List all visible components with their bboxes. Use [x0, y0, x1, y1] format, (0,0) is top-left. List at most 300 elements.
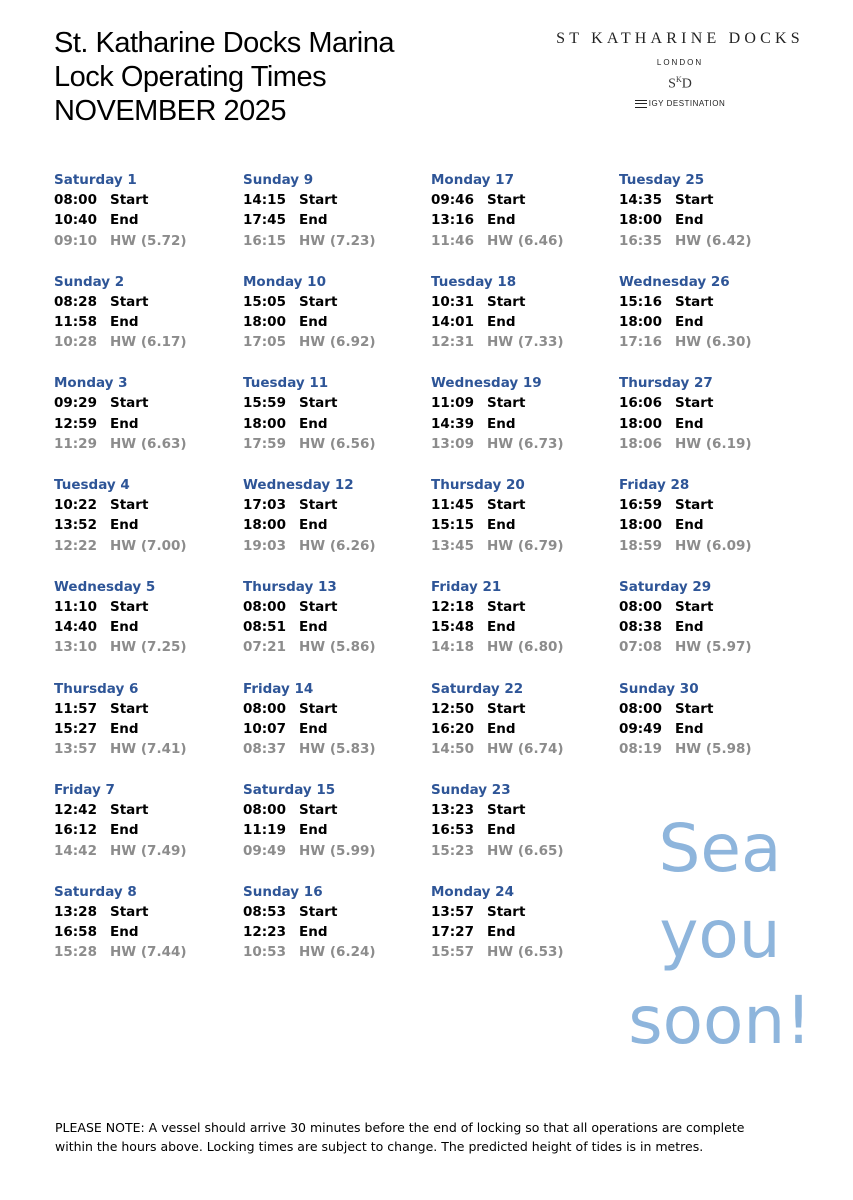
- end-label: End: [299, 924, 328, 941]
- day-name: Thursday 20: [431, 477, 525, 494]
- day-name: Tuesday 11: [243, 375, 329, 392]
- lock-end-row: [54, 515, 234, 535]
- start-time: 11:45: [431, 497, 474, 514]
- lock-end-row: [619, 210, 799, 230]
- start-label: Start: [487, 497, 526, 514]
- high-water-row: [243, 739, 423, 759]
- lock-end-row: [54, 922, 234, 942]
- high-water-row: [54, 434, 234, 454]
- end-time: 11:58: [54, 313, 97, 330]
- lock-start-row: [243, 699, 423, 719]
- end-time: 14:01: [431, 313, 474, 330]
- high-water-time: 11:46: [431, 232, 474, 249]
- end-label: End: [110, 415, 139, 432]
- end-time: 15:27: [54, 720, 97, 737]
- end-label: End: [675, 313, 704, 330]
- high-water-time: 12:22: [54, 537, 97, 554]
- end-time: 16:58: [54, 924, 97, 941]
- high-water-height: HW (6.56): [299, 435, 376, 452]
- day-block: [431, 882, 611, 963]
- lock-end-row: [619, 312, 799, 332]
- end-time: 18:00: [619, 313, 662, 330]
- high-water-row: [243, 942, 423, 962]
- high-water-row: [243, 536, 423, 556]
- lock-end-row: [243, 515, 423, 535]
- high-water-time: 10:53: [243, 944, 286, 961]
- lock-end-row: [431, 922, 611, 942]
- start-label: Start: [487, 192, 526, 208]
- high-water-height: HW (5.86): [299, 639, 376, 656]
- high-water-row: [619, 434, 799, 454]
- high-water-time: 11:29: [54, 435, 97, 452]
- day-block: [243, 272, 423, 353]
- start-label: Start: [299, 395, 338, 412]
- lock-start-row: [243, 800, 423, 820]
- high-water-time: 15:28: [54, 944, 97, 961]
- high-water-row: [243, 332, 423, 352]
- high-water-height: HW (5.72): [110, 232, 187, 249]
- end-time: 10:40: [54, 212, 97, 229]
- day-block: [54, 679, 234, 760]
- lock-start-row: [431, 495, 611, 515]
- lock-end-row: [54, 210, 234, 230]
- start-time: 11:57: [54, 700, 97, 717]
- start-label: Start: [110, 192, 149, 208]
- start-label: Start: [487, 700, 526, 717]
- sea-line-1: Sea: [658, 810, 782, 887]
- lock-start-row: [243, 495, 423, 515]
- day-name: Saturday 15: [243, 782, 336, 799]
- start-label: Start: [299, 497, 338, 514]
- lock-end-row: [243, 414, 423, 434]
- day-name: Monday 24: [431, 883, 514, 900]
- lock-end-row: [619, 617, 799, 637]
- high-water-height: HW (6.92): [299, 334, 376, 351]
- start-label: Start: [675, 293, 714, 310]
- day-name: Sunday 16: [243, 883, 323, 900]
- lock-start-row: [243, 292, 423, 312]
- end-time: 16:20: [431, 720, 474, 737]
- high-water-row: [431, 231, 611, 251]
- end-label: End: [487, 720, 516, 737]
- end-time: 15:48: [431, 619, 474, 636]
- start-time: 09:29: [54, 395, 97, 412]
- high-water-height: HW (6.63): [110, 435, 187, 452]
- day-name: Thursday 6: [54, 680, 139, 697]
- high-water-height: HW (7.44): [110, 944, 187, 961]
- high-water-time: 07:21: [243, 639, 286, 656]
- day-block: [619, 475, 799, 556]
- end-label: End: [487, 415, 516, 432]
- footer-note: PLEASE NOTE: A vessel should arrive 30 minutes before the end of locking so that all operations are complete within the hours above. Locking times are subject to change. The predicted height of tides is in metres.: [55, 1120, 745, 1154]
- high-water-height: HW (5.83): [299, 741, 376, 758]
- high-water-row: [243, 841, 423, 861]
- day-name: Wednesday 12: [243, 477, 354, 494]
- high-water-height: HW (6.73): [487, 435, 564, 452]
- day-block: [243, 882, 423, 963]
- day-block: [243, 475, 423, 556]
- start-time: 13:28: [54, 903, 97, 920]
- start-label: Start: [487, 903, 526, 920]
- start-time: 08:00: [243, 700, 286, 717]
- start-time: 08:00: [619, 598, 662, 615]
- lock-end-row: [619, 515, 799, 535]
- high-water-height: HW (6.09): [675, 537, 752, 554]
- day-block: [619, 679, 799, 760]
- high-water-time: 17:16: [619, 334, 662, 351]
- day-block: [619, 577, 799, 658]
- start-time: 12:42: [54, 802, 97, 819]
- lock-end-row: [619, 719, 799, 739]
- high-water-height: HW (7.25): [110, 639, 187, 656]
- high-water-row: [619, 536, 799, 556]
- high-water-time: 07:08: [619, 639, 662, 656]
- end-label: End: [487, 212, 516, 229]
- day-block: [54, 272, 234, 353]
- start-label: Start: [299, 903, 338, 920]
- high-water-row: [619, 637, 799, 657]
- end-time: 14:39: [431, 415, 474, 432]
- day-block: [619, 170, 799, 251]
- high-water-row: [54, 332, 234, 352]
- start-label: Start: [299, 802, 338, 819]
- sea-line-3: soon!: [628, 982, 812, 1059]
- end-time: 08:38: [619, 619, 662, 636]
- day-block: [54, 373, 234, 454]
- lock-start-row: [54, 393, 234, 413]
- end-time: 13:52: [54, 517, 97, 534]
- start-time: 10:31: [431, 293, 474, 310]
- start-time: 15:16: [619, 293, 662, 310]
- lock-start-row: [619, 292, 799, 312]
- end-label: End: [299, 619, 328, 636]
- end-label: End: [110, 924, 139, 941]
- lock-end-row: [243, 820, 423, 840]
- start-label: Start: [675, 395, 714, 412]
- day-name: Saturday 22: [431, 680, 524, 697]
- lock-end-row: [619, 414, 799, 434]
- high-water-time: 15:57: [431, 944, 474, 961]
- end-label: End: [487, 924, 516, 941]
- high-water-row: [54, 536, 234, 556]
- start-label: Start: [487, 395, 526, 412]
- lock-start-row: [431, 393, 611, 413]
- high-water-height: HW (7.00): [110, 537, 187, 554]
- high-water-height: HW (6.65): [487, 842, 564, 859]
- high-water-time: 09:49: [243, 842, 286, 859]
- end-label: End: [299, 517, 328, 534]
- high-water-time: 13:45: [431, 537, 474, 554]
- start-label: Start: [299, 192, 338, 208]
- lock-end-row: [431, 820, 611, 840]
- end-time: 13:16: [431, 212, 474, 229]
- end-time: 18:00: [243, 415, 286, 432]
- end-label: End: [675, 619, 704, 636]
- start-label: Start: [675, 192, 714, 208]
- lock-end-row: [431, 515, 611, 535]
- high-water-time: 14:50: [431, 741, 474, 758]
- high-water-row: [54, 637, 234, 657]
- start-time: 13:23: [431, 802, 474, 819]
- high-water-row: [243, 231, 423, 251]
- day-name: Friday 7: [54, 782, 115, 799]
- end-label: End: [299, 212, 328, 229]
- lock-end-row: [243, 719, 423, 739]
- end-label: End: [675, 517, 704, 534]
- lock-start-row: [54, 495, 234, 515]
- day-block: [243, 780, 423, 861]
- lock-start-row: [431, 597, 611, 617]
- start-time: 15:05: [243, 293, 286, 310]
- lock-start-row: [243, 597, 423, 617]
- high-water-row: [431, 434, 611, 454]
- logo-name: ST KATHARINE DOCKS: [556, 30, 804, 47]
- day-name: Monday 3: [54, 375, 128, 392]
- start-time: 14:15: [243, 192, 286, 208]
- high-water-time: 09:10: [54, 232, 97, 249]
- lock-end-row: [243, 312, 423, 332]
- end-label: End: [299, 720, 328, 737]
- high-water-time: 12:31: [431, 334, 474, 351]
- high-water-height: HW (5.97): [675, 639, 752, 656]
- day-name: Friday 28: [619, 477, 690, 494]
- start-time: 08:00: [243, 802, 286, 819]
- end-time: 09:49: [619, 720, 662, 737]
- high-water-row: [619, 739, 799, 759]
- high-water-row: [243, 637, 423, 657]
- high-water-row: [54, 231, 234, 251]
- day-block: [54, 170, 234, 251]
- day-block: [431, 679, 611, 760]
- day-name: Monday 10: [243, 273, 326, 290]
- start-time: 08:53: [243, 903, 286, 920]
- start-label: Start: [299, 293, 338, 310]
- day-name: Friday 21: [431, 578, 502, 595]
- end-label: End: [110, 619, 139, 636]
- end-time: 10:07: [243, 720, 286, 737]
- start-time: 11:09: [431, 395, 474, 412]
- end-time: 16:53: [431, 822, 474, 839]
- high-water-time: 17:59: [243, 435, 286, 452]
- high-water-height: HW (5.99): [299, 842, 376, 859]
- lock-start-row: [54, 699, 234, 719]
- lock-end-row: [54, 820, 234, 840]
- day-block: [431, 577, 611, 658]
- start-time: 14:35: [619, 192, 662, 208]
- high-water-time: 14:18: [431, 639, 474, 656]
- high-water-height: HW (6.26): [299, 537, 376, 554]
- day-block: [54, 780, 234, 861]
- lock-end-row: [243, 210, 423, 230]
- end-time: 18:00: [619, 415, 662, 432]
- high-water-time: 16:35: [619, 232, 662, 249]
- sea-line-2: you: [659, 896, 781, 973]
- day-name: Sunday 30: [619, 680, 699, 697]
- high-water-row: [431, 637, 611, 657]
- day-name: Tuesday 25: [619, 172, 705, 188]
- start-time: 08:28: [54, 293, 97, 310]
- start-time: 08:00: [243, 598, 286, 615]
- end-time: 18:00: [619, 212, 662, 229]
- high-water-height: HW (6.74): [487, 741, 564, 758]
- end-label: End: [675, 212, 704, 229]
- end-label: End: [675, 720, 704, 737]
- end-time: 16:12: [54, 822, 97, 839]
- end-time: 18:00: [619, 517, 662, 534]
- high-water-height: HW (6.80): [487, 639, 564, 656]
- start-time: 11:10: [54, 598, 97, 615]
- day-name: Thursday 27: [619, 375, 713, 392]
- high-water-row: [619, 332, 799, 352]
- start-time: 16:06: [619, 395, 662, 412]
- start-time: 17:03: [243, 497, 286, 514]
- lock-start-row: [243, 393, 423, 413]
- title-line-2: Lock Operating Times: [54, 61, 327, 93]
- end-time: 14:40: [54, 619, 97, 636]
- end-label: End: [110, 517, 139, 534]
- end-time: 08:51: [243, 619, 286, 636]
- day-block: [243, 679, 423, 760]
- high-water-row: [54, 841, 234, 861]
- lock-end-row: [54, 617, 234, 637]
- lock-start-row: [54, 597, 234, 617]
- end-time: 17:45: [243, 212, 286, 229]
- lock-start-row: [619, 495, 799, 515]
- lock-start-row: [619, 393, 799, 413]
- end-label: End: [110, 720, 139, 737]
- day-block: [619, 272, 799, 353]
- lock-end-row: [54, 312, 234, 332]
- end-time: 18:00: [243, 517, 286, 534]
- day-name: Wednesday 26: [619, 273, 730, 290]
- end-label: End: [299, 415, 328, 432]
- day-block: [431, 272, 611, 353]
- end-label: End: [487, 313, 516, 330]
- high-water-time: 18:06: [619, 435, 662, 452]
- sea-you-soon-message: [622, 806, 818, 1064]
- day-name: Thursday 13: [243, 578, 337, 595]
- high-water-height: HW (7.33): [487, 334, 564, 351]
- day-block: [431, 475, 611, 556]
- end-label: End: [110, 313, 139, 330]
- start-label: Start: [487, 293, 526, 310]
- title-line-3: NOVEMBER 2025: [54, 95, 287, 127]
- end-time: 18:00: [243, 313, 286, 330]
- high-water-row: [431, 841, 611, 861]
- high-water-row: [431, 332, 611, 352]
- high-water-time: 16:15: [243, 232, 286, 249]
- lock-end-row: [431, 312, 611, 332]
- start-time: 08:00: [619, 700, 662, 717]
- day-block: [54, 882, 234, 963]
- lock-start-row: [54, 190, 234, 210]
- lock-start-row: [54, 800, 234, 820]
- day-block: [431, 170, 611, 251]
- lock-end-row: [431, 617, 611, 637]
- end-label: End: [487, 619, 516, 636]
- day-name: Sunday 2: [54, 273, 125, 290]
- high-water-row: [431, 536, 611, 556]
- high-water-height: HW (6.53): [487, 944, 564, 961]
- start-label: Start: [675, 700, 714, 717]
- start-time: 10:22: [54, 497, 97, 514]
- high-water-height: HW (6.17): [110, 334, 187, 351]
- high-water-row: [54, 942, 234, 962]
- lock-start-row: [431, 800, 611, 820]
- high-water-time: 17:05: [243, 334, 286, 351]
- high-water-height: HW (6.24): [299, 944, 376, 961]
- day-name: Saturday 1: [54, 172, 137, 188]
- day-block: [243, 373, 423, 454]
- high-water-height: HW (6.30): [675, 334, 752, 351]
- end-label: End: [487, 517, 516, 534]
- high-water-row: [431, 942, 611, 962]
- day-block: [243, 170, 423, 251]
- lock-start-row: [431, 902, 611, 922]
- start-label: Start: [110, 395, 149, 412]
- day-name: Sunday 9: [243, 172, 314, 188]
- day-name: Saturday 29: [619, 578, 712, 595]
- lock-start-row: [431, 292, 611, 312]
- high-water-height: HW (6.46): [487, 232, 564, 249]
- end-time: 15:15: [431, 517, 474, 534]
- lock-start-row: [431, 190, 611, 210]
- high-water-height: HW (7.49): [110, 842, 187, 859]
- day-block: [54, 475, 234, 556]
- high-water-time: 14:42: [54, 842, 97, 859]
- day-block: [243, 577, 423, 658]
- lock-end-row: [243, 617, 423, 637]
- start-time: 08:00: [54, 192, 97, 208]
- start-time: 16:59: [619, 497, 662, 514]
- day-name: Tuesday 4: [54, 477, 130, 494]
- day-name: Sunday 23: [431, 782, 511, 799]
- start-time: 09:46: [431, 192, 474, 208]
- high-water-time: 15:23: [431, 842, 474, 859]
- end-time: 12:59: [54, 415, 97, 432]
- lock-end-row: [431, 414, 611, 434]
- end-time: 12:23: [243, 924, 286, 941]
- lock-start-row: [54, 292, 234, 312]
- high-water-time: 13:57: [54, 741, 97, 758]
- end-time: 11:19: [243, 822, 286, 839]
- lock-start-row: [243, 902, 423, 922]
- logo-monogram-icon: $S^KD$: [668, 75, 692, 92]
- logo-location: LONDON: [656, 58, 704, 67]
- start-label: Start: [675, 497, 714, 514]
- high-water-height: HW (5.98): [675, 741, 752, 758]
- start-label: Start: [487, 802, 526, 819]
- start-label: Start: [110, 293, 149, 310]
- start-label: Start: [110, 802, 149, 819]
- lock-end-row: [54, 414, 234, 434]
- high-water-row: [619, 231, 799, 251]
- end-label: End: [299, 822, 328, 839]
- end-label: End: [110, 212, 139, 229]
- lock-start-row: [54, 902, 234, 922]
- high-water-time: 13:10: [54, 639, 97, 656]
- day-block: [431, 373, 611, 454]
- lock-start-row: [619, 699, 799, 719]
- start-time: 15:59: [243, 395, 286, 412]
- title-line-1: St. Katharine Docks Marina: [54, 27, 394, 59]
- high-water-height: HW (6.79): [487, 537, 564, 554]
- lock-start-row: [431, 699, 611, 719]
- logo-tagline-text: IGY DESTINATION: [648, 98, 726, 108]
- high-water-row: [243, 434, 423, 454]
- start-label: Start: [110, 903, 149, 920]
- start-time: 13:57: [431, 903, 474, 920]
